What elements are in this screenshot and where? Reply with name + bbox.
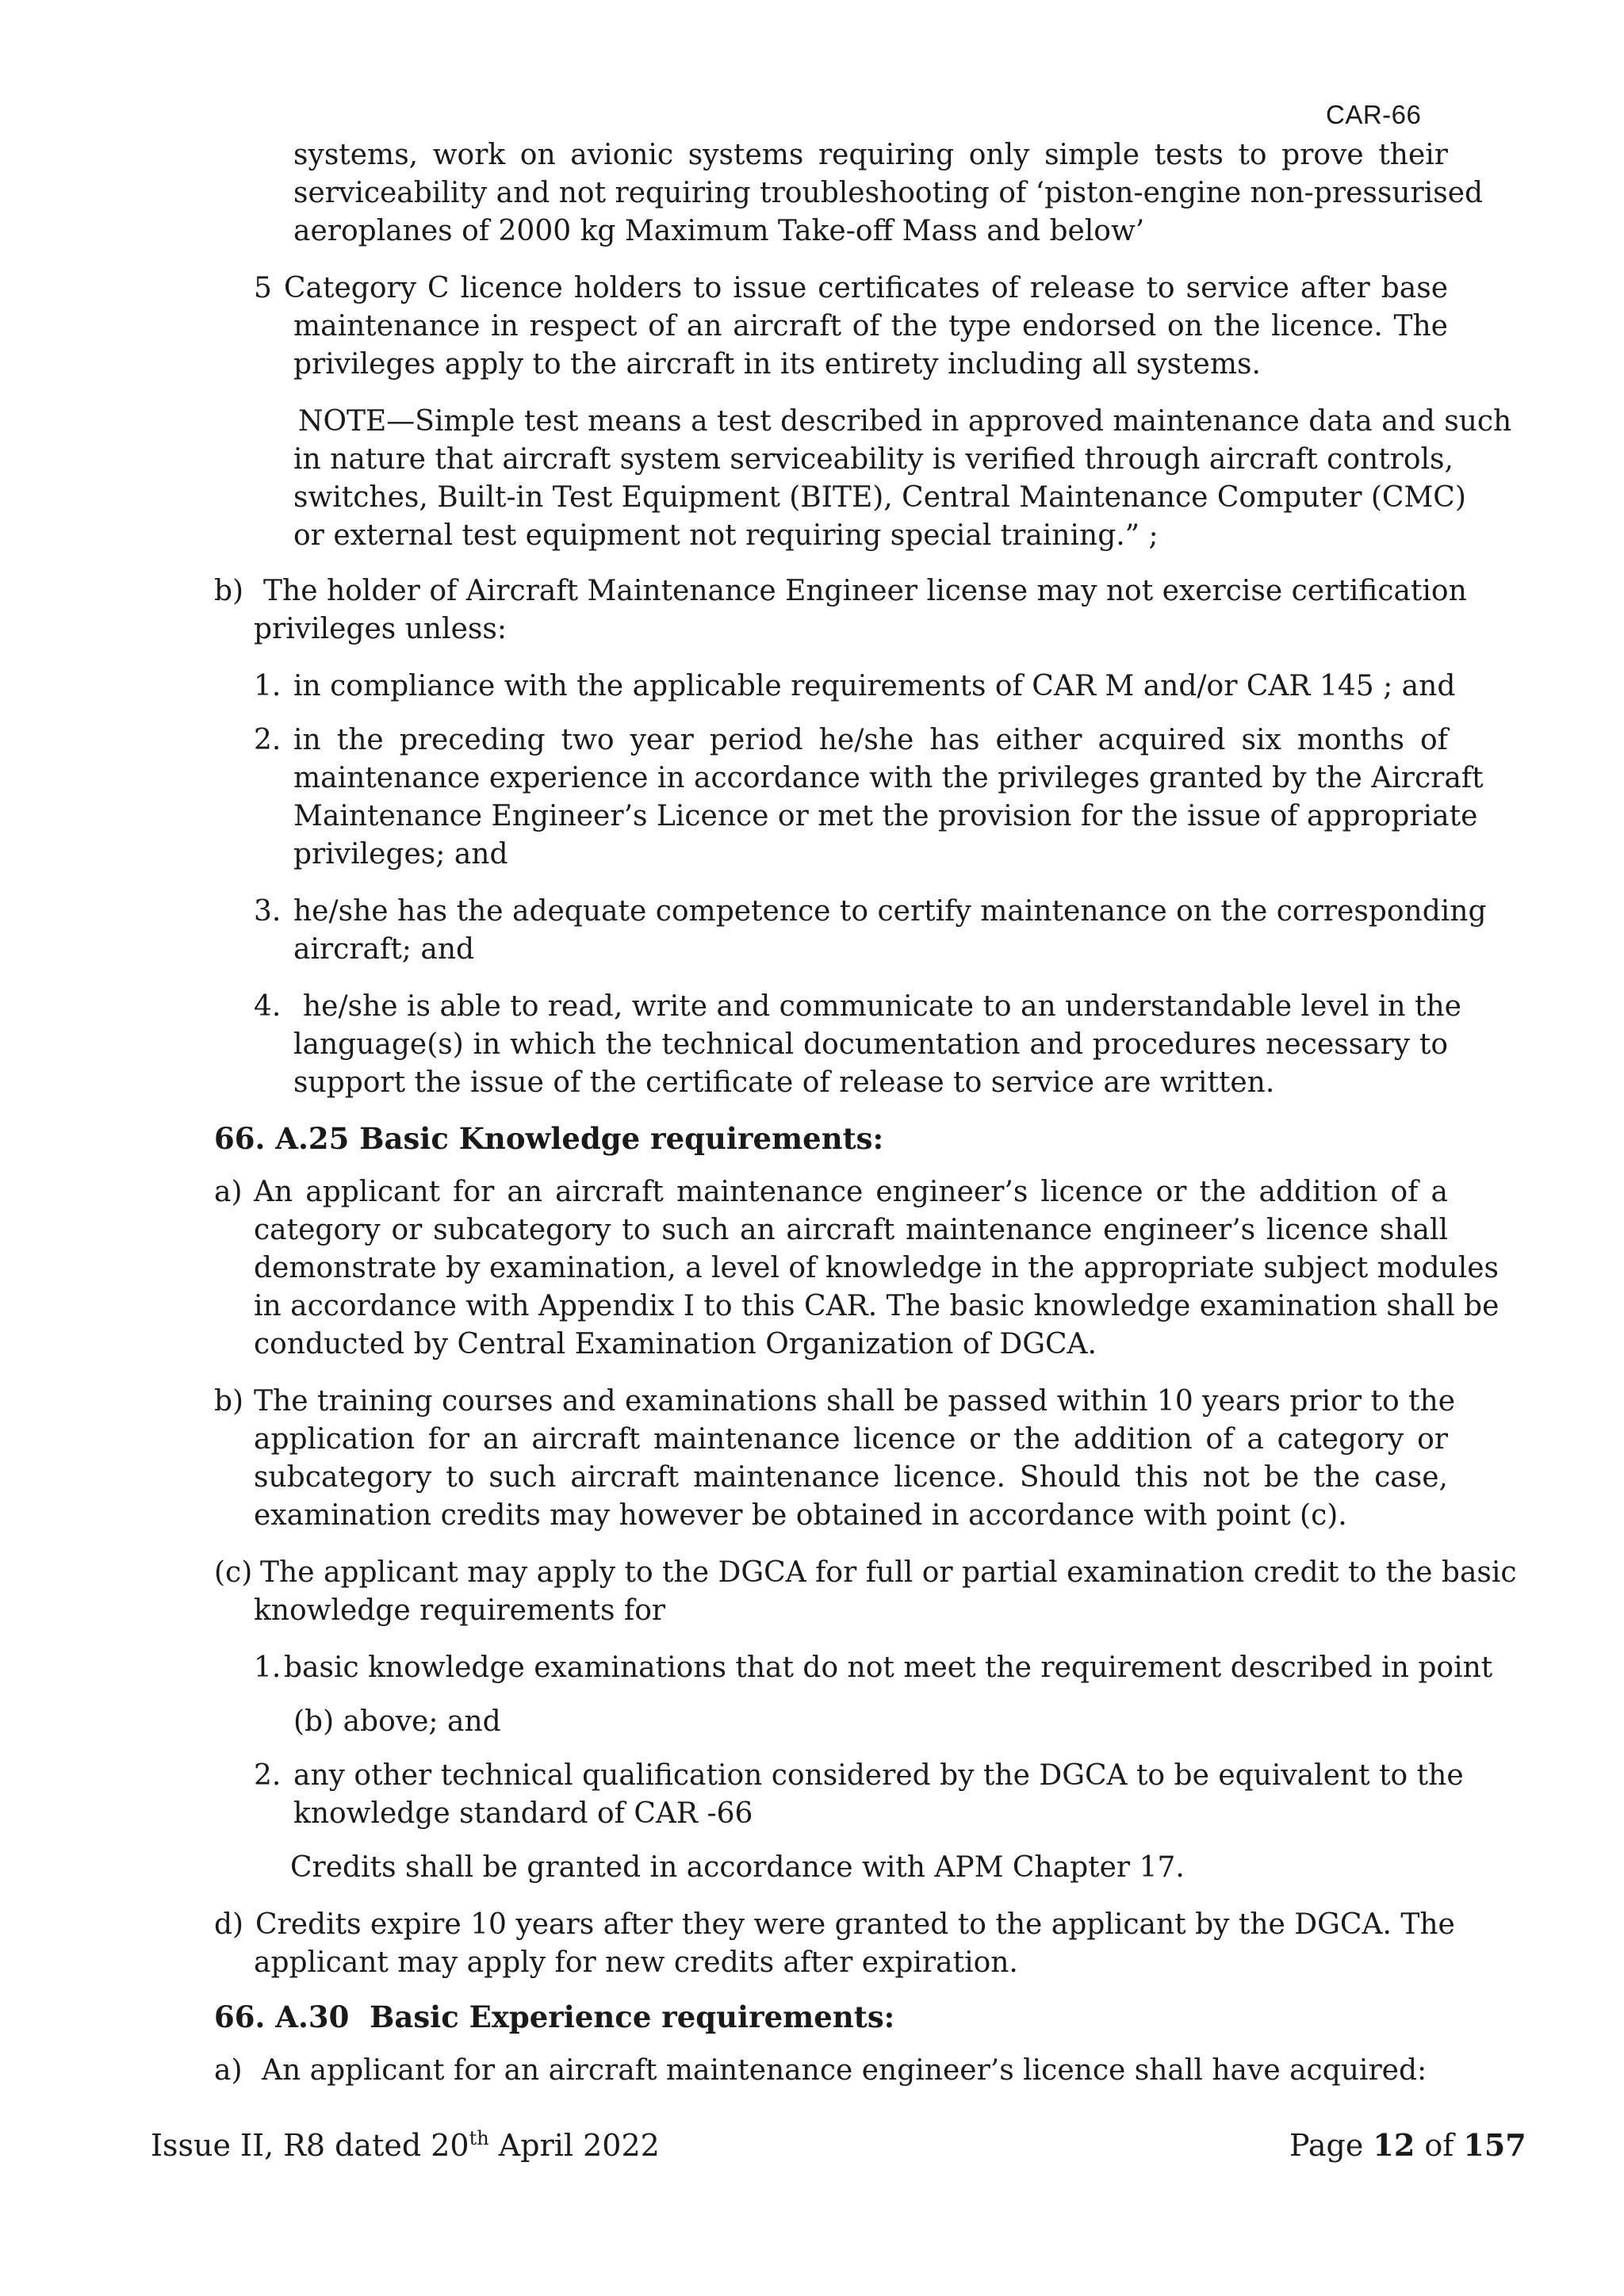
- list-item: [284, 1649, 1493, 1687]
- list-marker: 2.: [254, 724, 282, 756]
- text-line: he/she is able to read, write and communicate to an understandable level in the: [303, 990, 1461, 1023]
- text-line: in the preceding two year period he/she has either acquired six months of: [293, 724, 1448, 756]
- footer-page-number: [1289, 2126, 1526, 2164]
- text-line: serviceability and not requiring troubleshooting of ‘piston-engine non-pressurised: [293, 177, 1484, 209]
- text-line: privileges unless:: [254, 613, 507, 645]
- text-line: examination credits may however be obtained in accordance with point (c).: [254, 1499, 1347, 1532]
- text-line: privileges apply to the aircraft in its entirety including all systems.: [293, 348, 1261, 381]
- text-line: Credits expire 10 years after they were granted to the applicant by the DGCA. The: [255, 1908, 1455, 1941]
- item-5-marker: 5: [254, 272, 272, 304]
- text-line: conducted by Central Examination Organization of DGCA.: [254, 1328, 1097, 1360]
- list-item: [293, 721, 1484, 874]
- text-line: The training courses and examinations shall be passed within 10 years prior to the: [254, 1385, 1456, 1418]
- para-d-first-line: [255, 1906, 1455, 1944]
- text-line: systems, work on avionic systems requiring only simple tests to prove their: [293, 139, 1448, 171]
- footer-issue-date: [151, 2126, 660, 2164]
- text-line: in compliance with the applicable requirements of CAR M and/or CAR 145 ; and: [293, 670, 1456, 702]
- section-heading-a25: 66. A.25 Basic Knowledge requirements:: [214, 1121, 884, 1156]
- text-line: Maintenance Engineer’s Licence or met the provision for the issue of appropriate: [293, 800, 1478, 832]
- para-d-marker: d): [214, 1908, 244, 1941]
- text-line: switches, Built-in Test Equipment (BITE), Central Maintenance Computer (CMC): [293, 481, 1466, 514]
- para-c-marker: (c): [214, 1556, 253, 1589]
- text-line: (b) above; and: [293, 1705, 501, 1738]
- list-marker: 1.: [254, 670, 282, 702]
- para-b-first-line: [263, 572, 1467, 610]
- text-line: basic knowledge examinations that do not meet the requirement described in point: [284, 1651, 1493, 1684]
- list-item-continuation: [293, 1703, 1448, 1741]
- note-first-line: [298, 403, 1512, 441]
- list-marker: 4.: [254, 990, 282, 1023]
- list-item-first-line: [303, 988, 1461, 1026]
- issue-text: Issue II, R8 dated 20: [151, 2128, 469, 2163]
- text-line: support the issue of the certificate of release to service are written.: [293, 1066, 1275, 1099]
- continuation-paragraph: [293, 136, 1484, 251]
- text-line: any other technical qualification considered by the DGCA to be equivalent to the: [293, 1759, 1464, 1792]
- text-line: maintenance experience in accordance with the privileges granted by the Aircraft: [293, 762, 1484, 794]
- list-marker: 1.: [254, 1651, 282, 1684]
- page-label: Page: [1289, 2128, 1373, 2163]
- text-line: maintenance in respect of an aircraft of the type endorsed on the licence. The: [293, 310, 1448, 342]
- list-item-continuation: [293, 1026, 1448, 1102]
- credits-note: [290, 1849, 1448, 1887]
- item-5-paragraph: [284, 270, 1448, 308]
- list-item: [293, 893, 1487, 969]
- text-line: applicant may apply for new credits after expiration.: [254, 1946, 1018, 1979]
- text-line: application for an aircraft maintenance licence or the addition of a category or: [254, 1423, 1448, 1456]
- list-item: [293, 1757, 1464, 1833]
- text-line: in nature that aircraft system serviceability is verified through aircraft controls,: [293, 443, 1454, 476]
- text-line: The applicant may apply to the DGCA for full or partial examination credit to the basic: [260, 1556, 1517, 1589]
- para-c-continuation: [254, 1592, 1448, 1630]
- text-line: aeroplanes of 2000 kg Maximum Take-off Mass and below’: [293, 215, 1145, 247]
- text-line: demonstrate by examination, a level of knowledge in the appropriate subject modules: [254, 1252, 1500, 1284]
- section-heading-a30: 66. A.30 Basic Experience requirements:: [214, 1999, 895, 2034]
- text-line: category or subcategory to such an aircraft maintenance engineer’s licence shall: [254, 1214, 1448, 1246]
- text-line: NOTE—Simple test means a test described in approved maintenance data and such: [298, 405, 1512, 438]
- text-line: Credits shall be granted in accordance with APM Chapter 17.: [290, 1851, 1185, 1884]
- text-line: he/she has the adequate competence to certify maintenance on the corresponding: [293, 895, 1487, 928]
- list-item: [293, 668, 1456, 706]
- para-a-body: [254, 1173, 1500, 1364]
- page-of-label: of: [1415, 2128, 1464, 2163]
- para-d-continuation: [254, 1944, 1448, 1982]
- page-total: 157: [1463, 2127, 1526, 2163]
- text-line: An applicant for an aircraft maintenance engineer’s licence shall have acquired:: [262, 2054, 1427, 2087]
- text-line: aircraft; and: [293, 933, 475, 966]
- text-line: An applicant for an aircraft maintenance engineer’s licence or the addition of a: [254, 1176, 1448, 1208]
- text-line: Category C licence holders to issue certificates of release to service after base: [284, 272, 1448, 304]
- para-a-marker: a): [214, 2054, 243, 2087]
- document-code-header: CAR-66: [1326, 100, 1422, 129]
- para-b-body: [254, 1383, 1456, 1535]
- para-b-marker: b): [214, 1385, 244, 1418]
- para-b-continuation: [254, 610, 1448, 649]
- para-a-marker: a): [214, 1176, 243, 1208]
- text-line: knowledge requirements for: [254, 1594, 666, 1627]
- text-line: in accordance with Appendix I to this CAR. The basic knowledge examination shall be: [254, 1290, 1500, 1322]
- text-line: or external test equipment not requiring special training.” ;: [293, 519, 1159, 552]
- ordinal-suffix: th: [469, 2127, 489, 2149]
- text-line: privileges; and: [293, 838, 508, 871]
- list-marker: 3.: [254, 895, 282, 928]
- item-5-continuation: [293, 308, 1448, 384]
- list-marker: 2.: [254, 1759, 282, 1792]
- para-c-first-line: [260, 1554, 1517, 1592]
- text-line: language(s) in which the technical documentation and procedures necessary to: [293, 1028, 1448, 1061]
- note-paragraph: [293, 441, 1466, 555]
- page-number: 12: [1373, 2127, 1415, 2163]
- text-line: The holder of Aircraft Maintenance Engineer license may not exercise certification: [263, 575, 1467, 607]
- para-a-body: [262, 2052, 1448, 2090]
- issue-month-year: April 2022: [488, 2128, 660, 2163]
- para-b-marker: b): [214, 575, 244, 607]
- text-line: knowledge standard of CAR -66: [293, 1797, 753, 1830]
- text-line: subcategory to such aircraft maintenance licence. Should this not be the case,: [254, 1461, 1448, 1494]
